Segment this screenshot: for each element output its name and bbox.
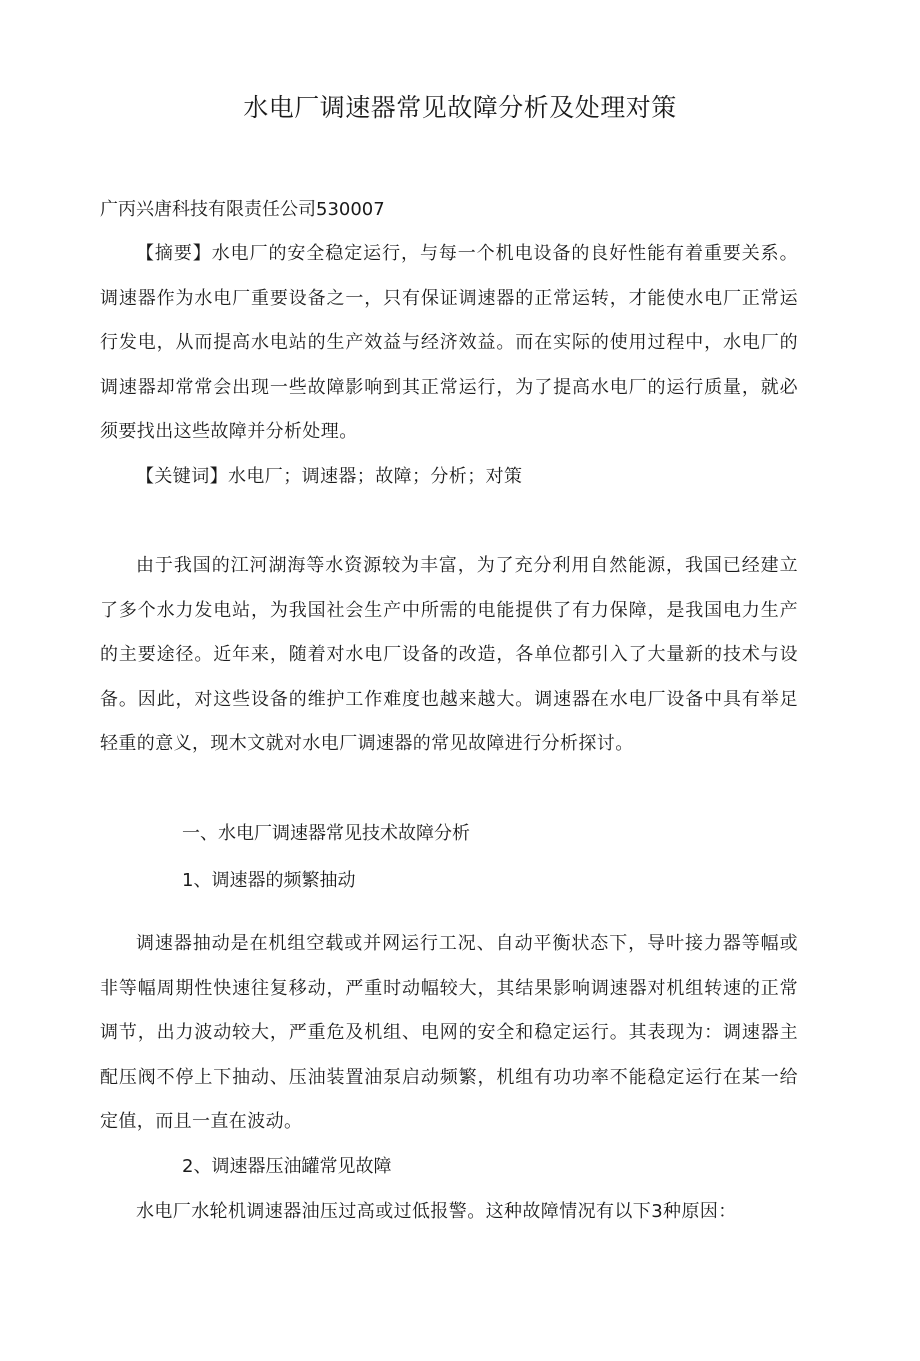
subsection-heading-1: 1、调速器的频繁抽动 [182, 870, 356, 891]
intro-paragraph: 由于我国的江河湖海等水资源较为丰富，为了充分利用自然能源，我国已经建立了多个水力发电站，为我国社会生产中所需的电能提供了有力保障，是我国电力生产的主要途径。近年来，随着对水电厂设备的改造，各单位都引入了大量新的技术与设备。因此，对这些设备的维护工作难度也越来越大。调速器在水电厂设备中具有举足轻重的意义，现木文就对水电厂调速器的常见故障进行分析探讨。 [100, 555, 798, 754]
author-affiliation: 广丙兴唐科技有限责任公司530007 [100, 199, 385, 220]
abstract-paragraph: 【摘要】水电厂的安全稳定运行，与每一个机电设备的良好性能有着重要关系。调速器作为水电厂重要设备之一，只有保证调速器的正常运转，才能使水电厂正常运行发电，从而提高水电站的生产效益与经济效益。而在实际的使用过程中，水电厂的调速器却常常会出现一些故障影响到其正常运行，为了提高水电厂的运行质量，就必须要找出这些故障并分析处理。 [100, 243, 798, 442]
subsection-heading-2: 2、调速器压油罐常见故障 [182, 1156, 392, 1177]
document-title: 水电厂调速器常见故障分析及处理对策 [243, 93, 677, 122]
subsection-1-paragraph: 调速器抽动是在机组空载或并网运行工况、自动平衡状态下，导叶接力器等幅或非等幅周期性快速往复移动，严重时动幅较大，其结果影响调速器对机组转速的正常调节，出力波动较大，严重危及机组、电网的安全和稳定运行。其表现为：调速器主配压阀不停上下抽动、压油装置油泵启动频繁，机组有功功率不能稳定运行在某一给定值，而且一直在波动。 [100, 933, 798, 1132]
keywords-paragraph: 【关键词】水电厂；调速器；故障；分析；对策 [136, 466, 523, 487]
section-heading-1: 一、水电厂调速器常见技术故障分析 [182, 823, 470, 844]
subsection-2-paragraph: 水电厂水轮机调速器油压过高或过低报警。这种故障情况有以下3种原因： [136, 1201, 737, 1222]
